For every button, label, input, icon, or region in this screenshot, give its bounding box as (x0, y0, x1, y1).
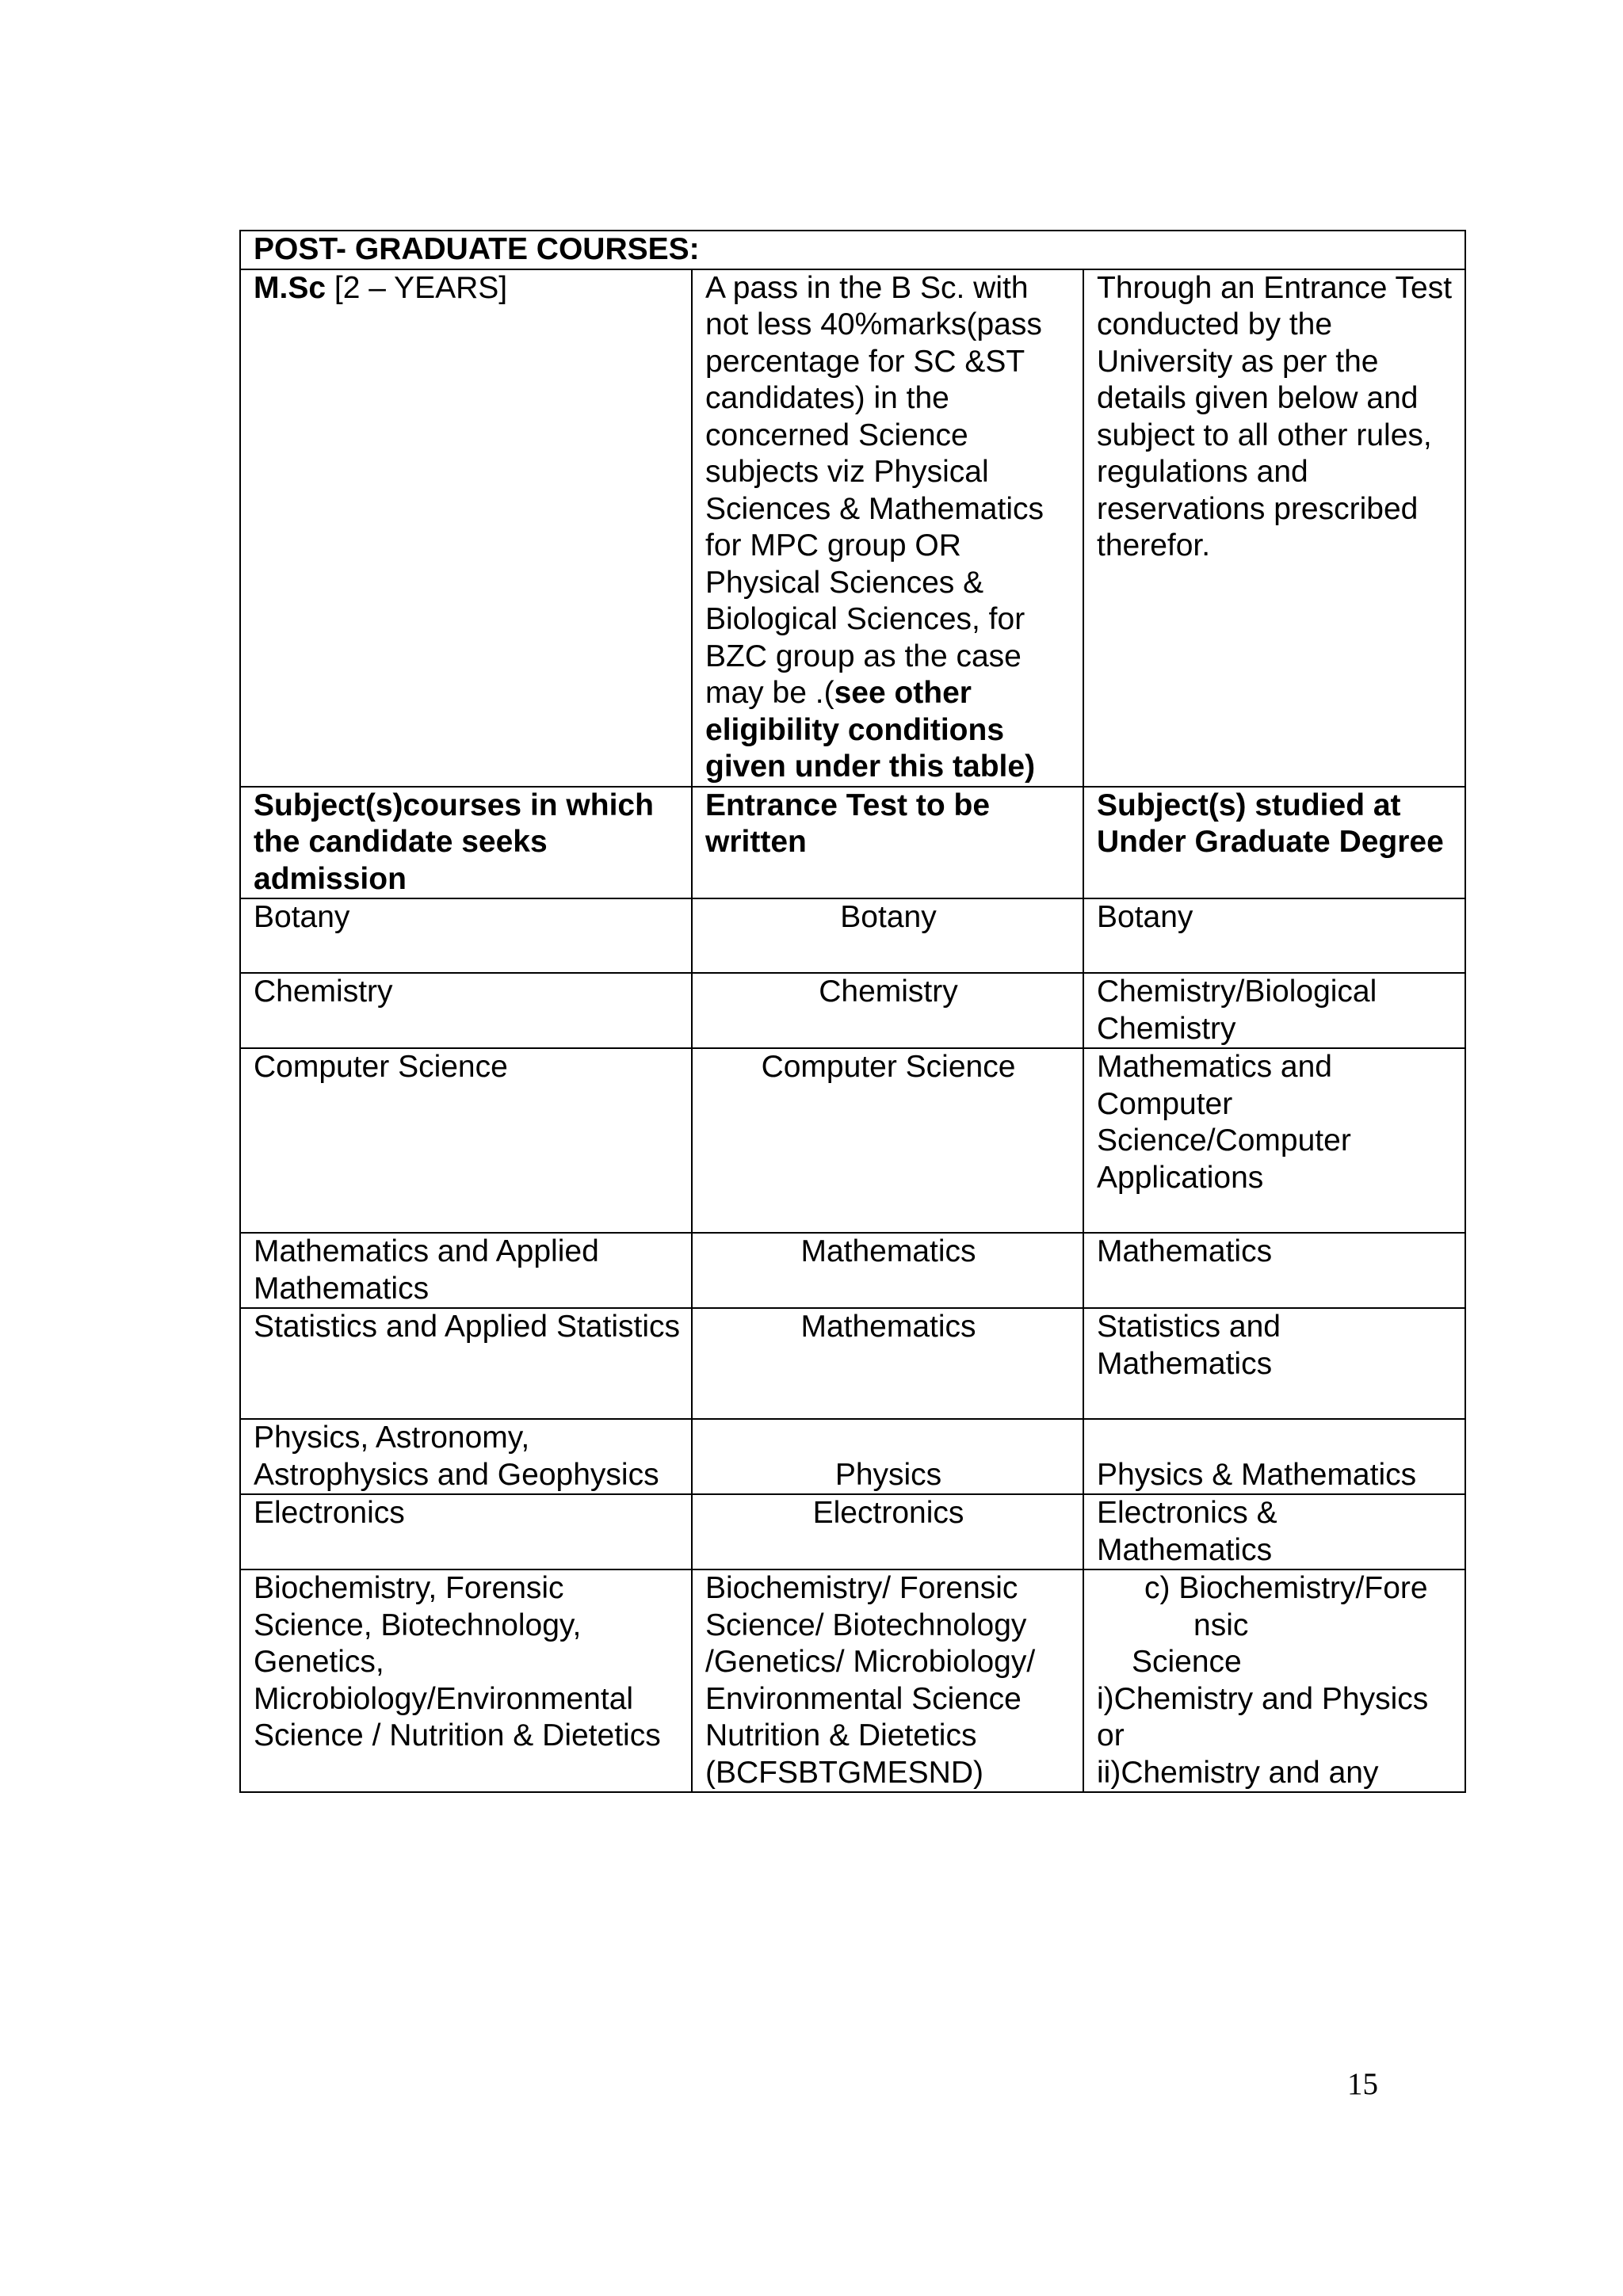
ug-item-c-science: Science (1132, 1645, 1242, 1679)
test-cell: Chemistry (692, 973, 1083, 1048)
ug-cell: Physics & Mathematics (1083, 1419, 1465, 1494)
eligibility-bold: see other eligibility conditions given under this table) (705, 676, 1036, 784)
ug-cell: Electronics & Mathematics (1083, 1494, 1465, 1569)
table-row (240, 1048, 1465, 1233)
course-cell: Statistics and Applied Statistics (240, 1308, 692, 1419)
course-cell: Biochemistry, Forensic Science, Biotechnology, Genetics, Microbiology/Environmental Science / Nutrition & Dietetics (240, 1569, 692, 1792)
test-cell: Computer Science (692, 1048, 1083, 1233)
header-ug: Subject(s) studied at Under Graduate Degree (1083, 787, 1465, 899)
section-title-row (240, 231, 1465, 269)
course-cell: Physics, Astronomy, Astrophysics and Geophysics (240, 1419, 692, 1494)
header-course: Subject(s)courses in which the candidate seeks admission (240, 787, 692, 899)
table-row (240, 1569, 1465, 1792)
admission-cell: Through an Entrance Test conducted by the University as per the details given below and subject to all other rules, regulations and reservations prescribed therefor. (1083, 269, 1465, 787)
ug-item-i: i)Chemistry and Physics (1097, 1681, 1429, 1716)
table-row (240, 1494, 1465, 1569)
course-name: M.Sc (254, 270, 327, 305)
course-cell: Electronics (240, 1494, 692, 1569)
course-duration: [2 – YEARS] (334, 270, 508, 305)
ug-cell: Mathematics and Computer Science/Computer Applications (1083, 1048, 1465, 1233)
header-row (240, 787, 1465, 899)
ug-item-ii: ii)Chemistry and any (1097, 1755, 1379, 1790)
course-cell: Computer Science (240, 1048, 692, 1233)
ug-cell: Botany (1083, 898, 1465, 973)
ug-cell: Statistics and Mathematics (1083, 1308, 1465, 1419)
eligibility-text: A pass in the B Sc. with not less 40%marks(pass percentage for SC &ST candidates) in the concerned Science subjects viz Physical Sciences & Mathematics for MPC group OR Physical Sciences & Biological Sciences, for BZC group as the case may be .( (705, 270, 1044, 710)
page-number: 15 (1347, 2067, 1378, 2101)
course-cell: Chemistry (240, 973, 692, 1048)
ug-item-c: c) Biochemistry/Fore (1144, 1571, 1428, 1605)
test-cell: Mathematics (692, 1233, 1083, 1308)
test-cell: Physics (692, 1419, 1083, 1494)
ug-cell (1083, 1569, 1465, 1792)
table-row (240, 1233, 1465, 1308)
ug-item-c-cont: nsic (1193, 1608, 1249, 1642)
ug-cell: Mathematics (1083, 1233, 1465, 1308)
section-title: POST- GRADUATE COURSES: (240, 231, 1465, 269)
test-cell: Mathematics (692, 1308, 1083, 1419)
table-row (240, 898, 1465, 973)
course-cell: Botany (240, 898, 692, 973)
ug-cell: Chemistry/Biological Chemistry (1083, 973, 1465, 1048)
eligibility-cell (692, 269, 1083, 787)
table-row (240, 1308, 1465, 1419)
admission-table (239, 230, 1466, 1793)
test-cell: Botany (692, 898, 1083, 973)
course-cell: Mathematics and Applied Mathematics (240, 1233, 692, 1308)
table-row (240, 973, 1465, 1048)
course-name-cell (240, 269, 692, 787)
header-test: Entrance Test to be written (692, 787, 1083, 899)
test-cell: Biochemistry/ Forensic Science/ Biotechnology /Genetics/ Microbiology/ Environmental Science Nutrition & Dietetics (BCFSBTGMESND) (692, 1569, 1083, 1792)
ug-or: or (1097, 1718, 1125, 1753)
table-row (240, 1419, 1465, 1494)
test-cell: Electronics (692, 1494, 1083, 1569)
course-row (240, 269, 1465, 787)
